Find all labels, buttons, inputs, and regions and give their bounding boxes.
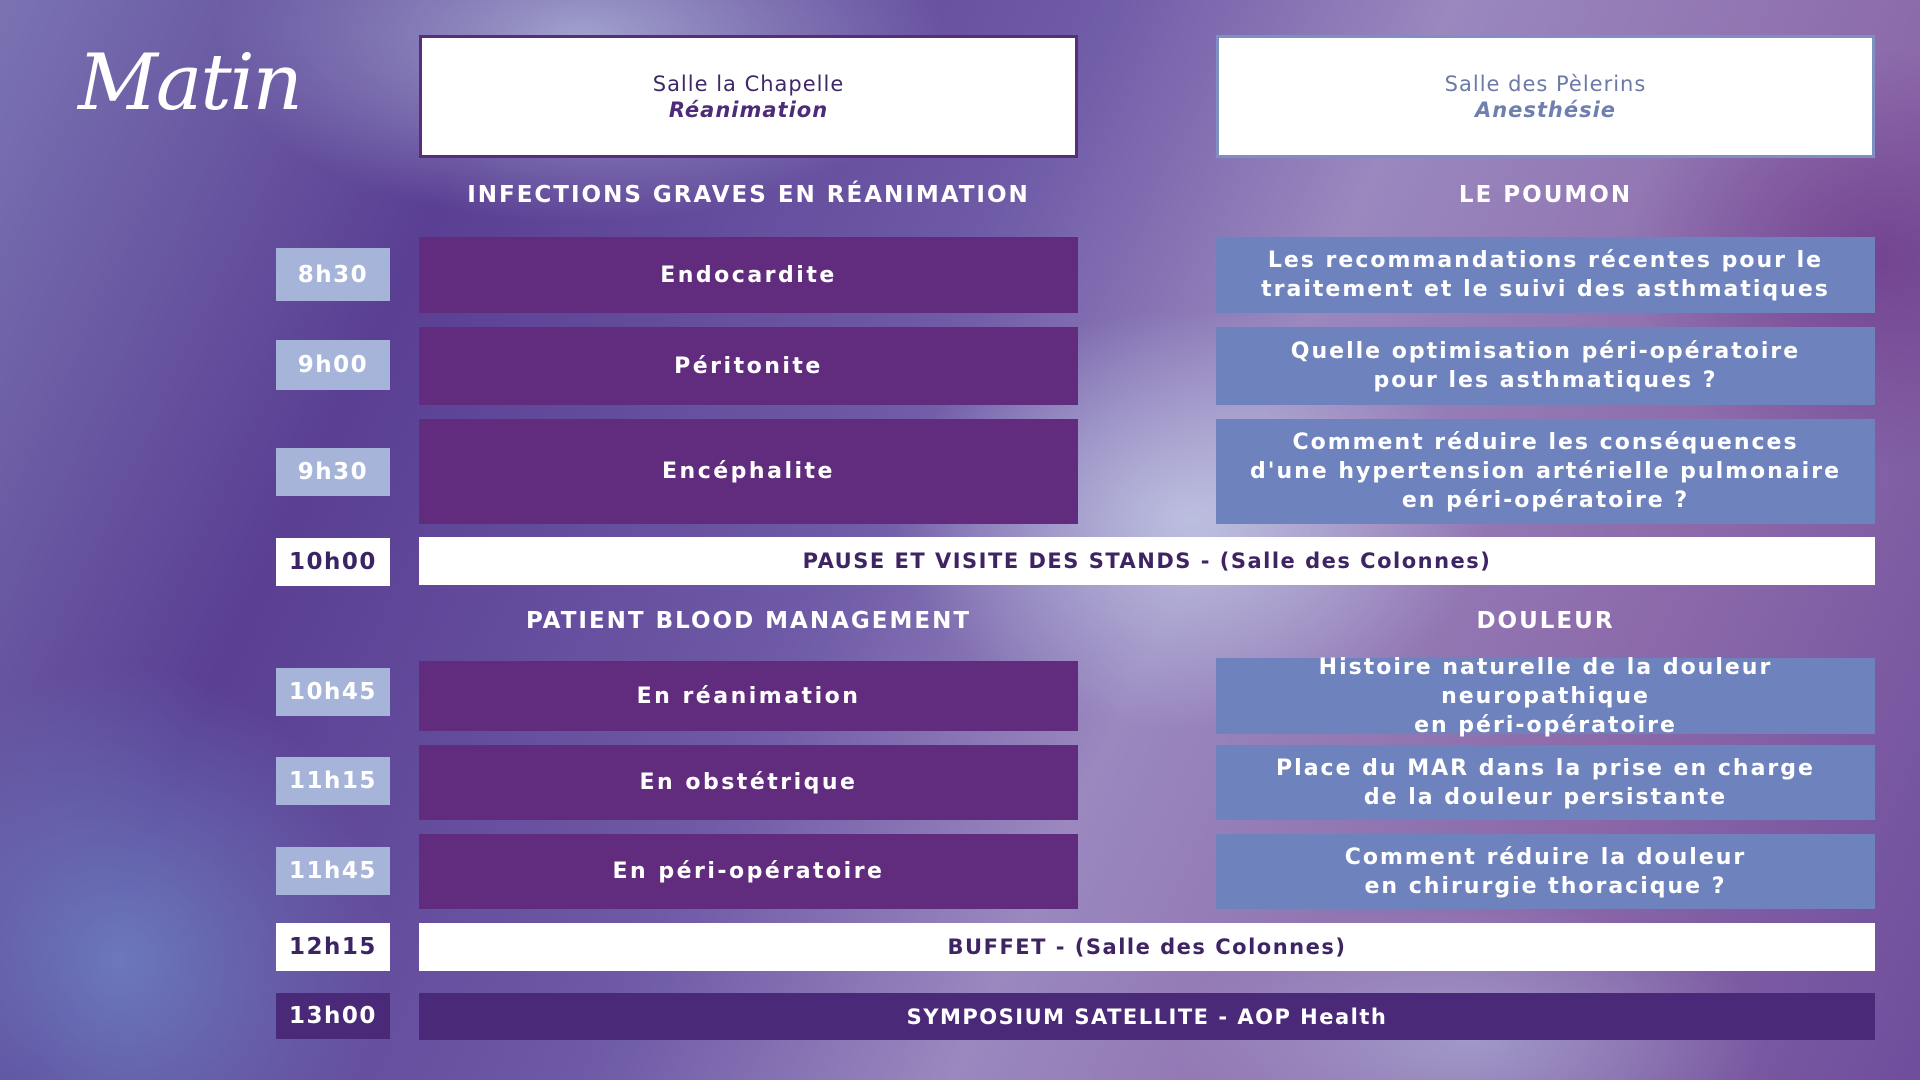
time-slot: 9h30 [276, 448, 390, 496]
time-slot: 11h15 [276, 757, 390, 805]
room-name: Salle la Chapelle [652, 71, 845, 96]
session-right: Comment réduire la douleur en chirurgie thoracique ? [1216, 834, 1875, 909]
time-slot: 12h15 [276, 923, 390, 971]
section-title-douleur: DOULEUR [1476, 608, 1615, 634]
session-title: Péritonite [674, 353, 823, 379]
session-left [419, 745, 1078, 820]
time-slot: 13h00 [276, 993, 390, 1039]
session-left [419, 419, 1078, 524]
time-slot: 9h00 [276, 340, 390, 390]
room-header-right [1216, 35, 1875, 158]
break-bar: PAUSE ET VISITE DES STANDS - (Salle des Colonnes) [419, 537, 1875, 585]
time-slot: 8h30 [276, 248, 390, 301]
room-specialty: Anesthésie [1474, 97, 1617, 122]
session-left [419, 834, 1078, 909]
session-right: Histoire naturelle de la douleur neuropathique en péri-opératoire [1216, 658, 1875, 734]
session-title: Encéphalite [662, 459, 835, 484]
session-left [419, 661, 1078, 731]
section-title-infections: INFECTIONS GRAVES EN RÉANIMATION [467, 182, 1030, 208]
time-slot: 10h45 [276, 668, 390, 716]
session-title: En obstétrique [639, 770, 858, 795]
section-title-pbm: PATIENT BLOOD MANAGEMENT [525, 608, 972, 634]
session-right: Les recommandations récentes pour le traitement et le suivi des asthmatiques [1216, 237, 1875, 313]
session-right: Quelle optimisation péri-opératoire pour les asthmatiques ? [1216, 327, 1875, 405]
session-title: Endocardite [660, 262, 837, 288]
session-left [419, 237, 1078, 313]
session-title: En réanimation [636, 683, 861, 709]
session-left [419, 327, 1078, 405]
time-slot: 11h45 [276, 847, 390, 895]
page-title: Matin [78, 38, 301, 128]
symposium-bar: SYMPOSIUM SATELLITE - AOP Health [419, 993, 1875, 1040]
session-right: Place du MAR dans la prise en charge de la douleur persistante [1216, 745, 1875, 820]
session-title: En péri-opératoire [612, 859, 885, 884]
break-bar: BUFFET - (Salle des Colonnes) [419, 923, 1875, 971]
time-slot: 10h00 [276, 538, 390, 586]
room-name: Salle des Pèlerins [1444, 71, 1647, 96]
section-title-poumon: LE POUMON [1458, 182, 1633, 208]
room-specialty: Réanimation [668, 97, 829, 122]
session-right: Comment réduire les conséquences d'une hypertension artérielle pulmonaire en péri-opératoire ? [1216, 419, 1875, 524]
room-header-left [419, 35, 1078, 158]
